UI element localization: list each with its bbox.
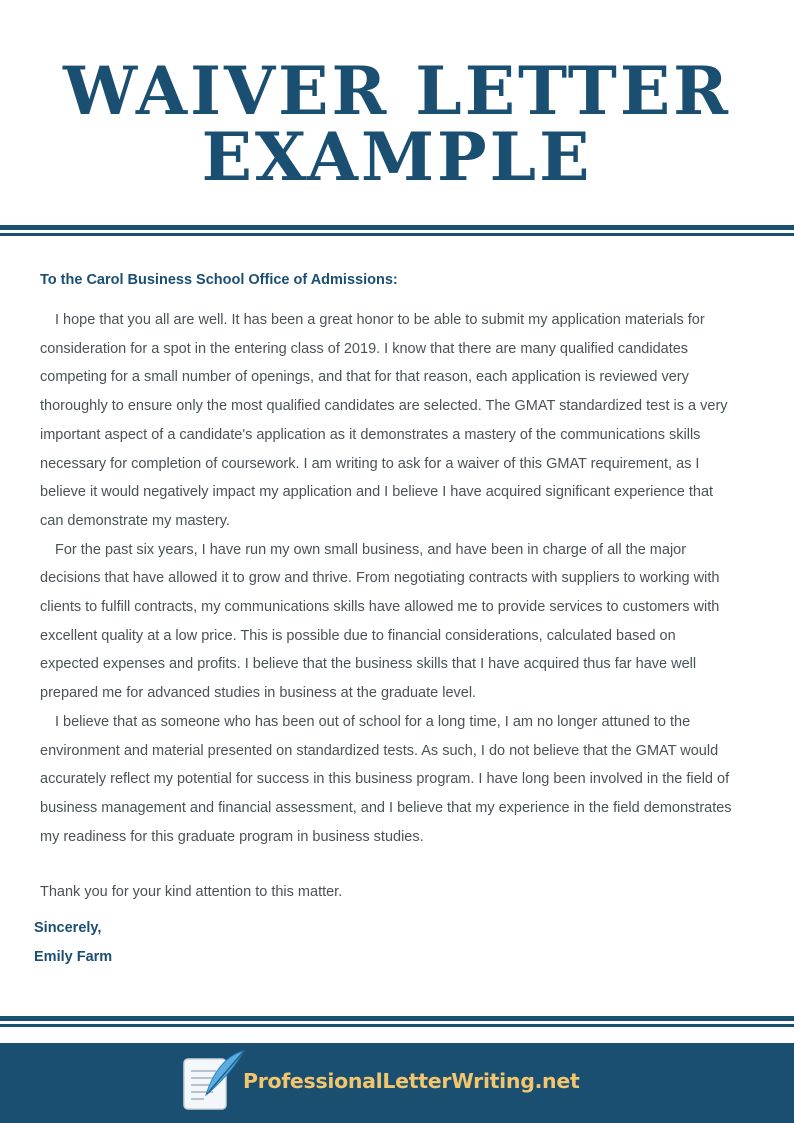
top-divider-thin <box>0 233 794 236</box>
title-line-1: WAIVER LETTER <box>62 52 732 130</box>
title-line-2: EXAMPLE <box>201 118 593 196</box>
quill-document-icon <box>180 1049 248 1118</box>
letter-thanks: Thank you for your kind attention to this matter. <box>40 884 343 900</box>
bottom-divider-thin <box>0 1024 794 1027</box>
letter-signer: Emily Farm <box>34 949 113 965</box>
letter-closing: Sincerely, <box>34 920 102 936</box>
bottom-divider-thick <box>0 1016 794 1021</box>
footer-banner <box>0 1043 794 1123</box>
page-title <box>0 52 794 196</box>
brand-logo-text: ProfessionalLetterWriting.net <box>243 1069 580 1093</box>
letter-paragraph: For the past six years, I have run my own small business, and have been in charge of all the major decisions that have allowed it to grow and thrive. From negotiating contracts with suppliers to working with clients to fulfill contracts, my communications skills have allowed me to provide services to customers with excellent quality at a low price. This is possible due to financial considerations, calculated based on expected expenses and profits. I believe that the business skills that I have acquired thus far have well prepared me for advanced studies in business at the graduate level. <box>40 541 720 702</box>
letter-body <box>40 306 736 851</box>
letter-paragraph: I believe that as someone who has been out of school for a long time, I am no longer attuned to the environment and material presented on standardized tests. As such, I do not believe that the GMAT would accurately reflect my potential for success in this business program. I have long been involved in the field of business management and financial assessment, and I believe that my experience in the field demonstrates my readiness for this graduate program in business studies. <box>40 713 732 845</box>
letter-paragraph: I hope that you all are well. It has been a great honor to be able to submit my application materials for consideration for a spot in the entering class of 2019. I know that there are many qualified candidates competing for a small number of openings, and that for that reason, each application is reviewed very thoroughly to ensure only the most qualified candidates are selected. The GMAT standardized test is a very important aspect of a candidate's application as it demonstrates a mastery of the communications skills necessary for completion of coursework. I am writing to ask for a waiver of this GMAT requirement, as I believe it would negatively impact my application and I believe I have acquired significant experience that can demonstrate my mastery. <box>40 312 728 529</box>
top-divider-thick <box>0 225 794 230</box>
letter-greeting: To the Carol Business School Office of Admissions: <box>40 272 398 288</box>
